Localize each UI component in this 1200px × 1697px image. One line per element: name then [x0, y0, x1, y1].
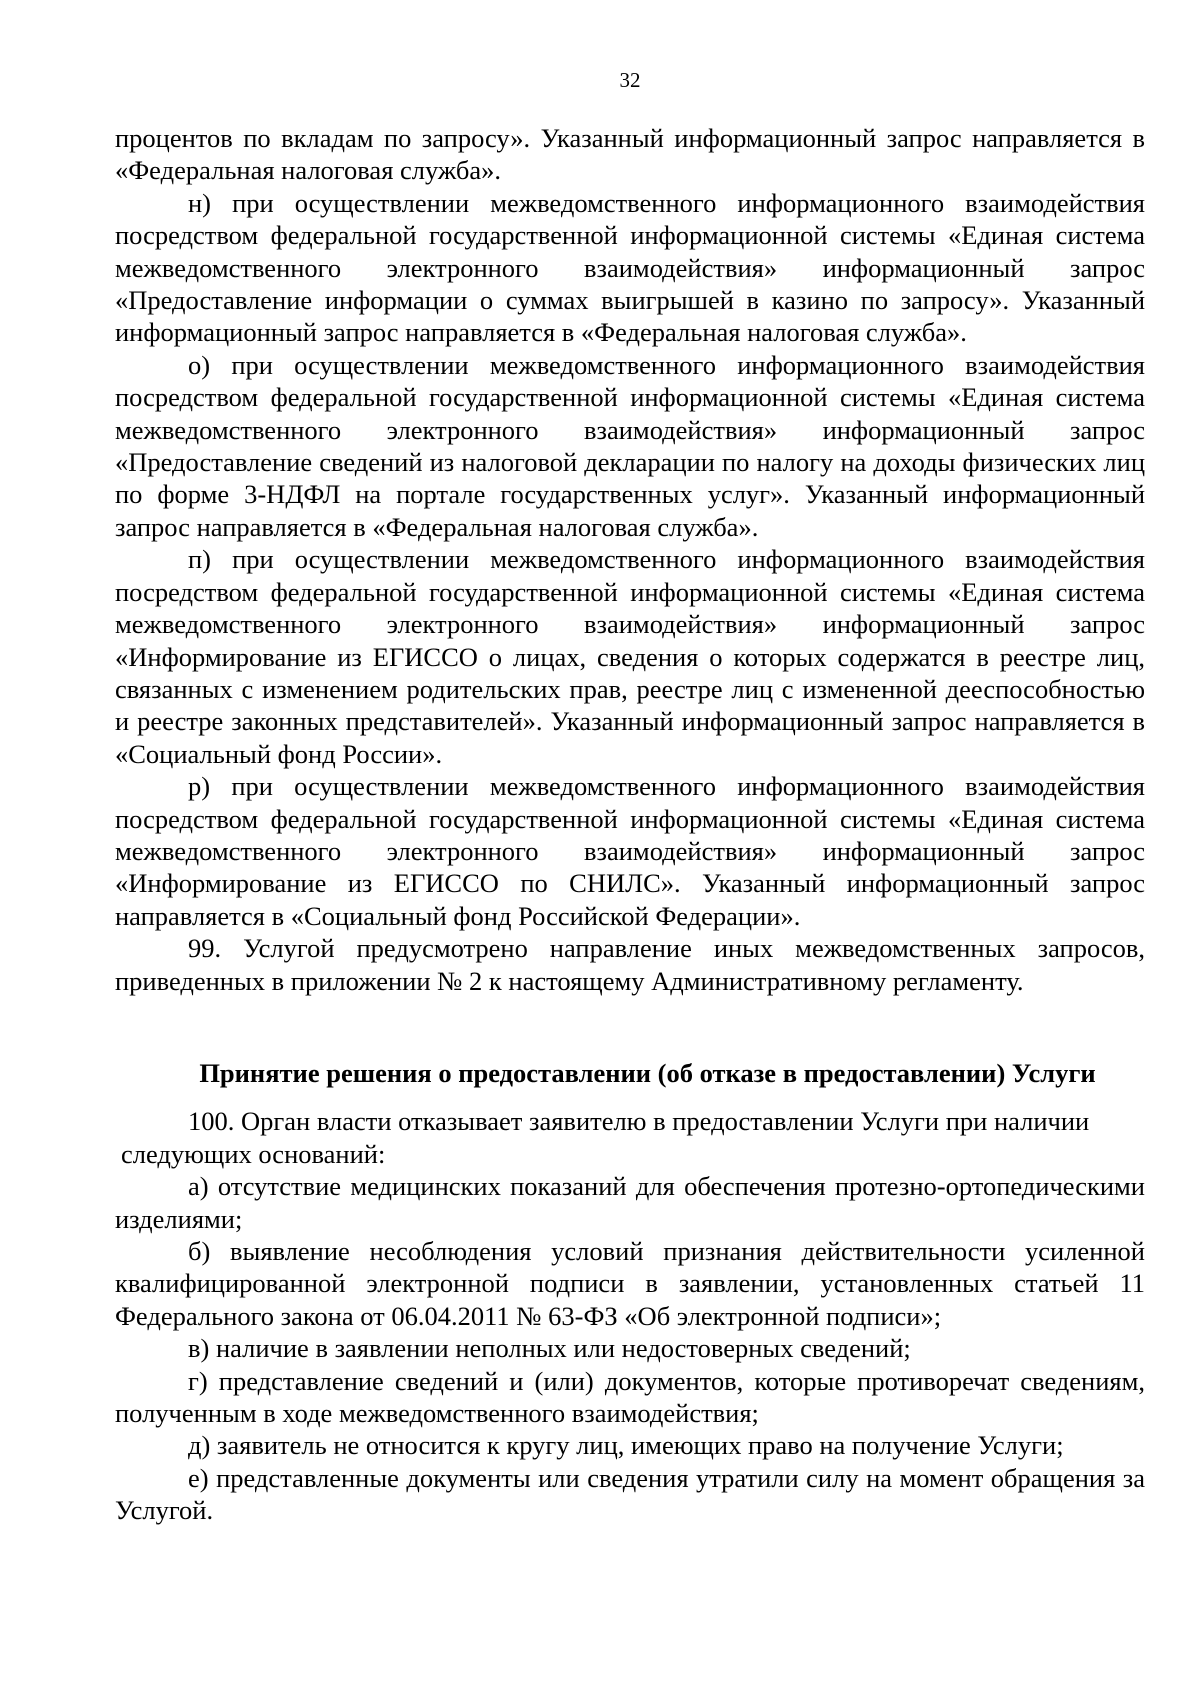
section-heading: Принятие решения о предоставлении (об отказе в предоставлении) Услуги — [199, 1057, 1096, 1088]
paragraph-99: 99. Услугой предусмотрено направление иных межведомственных запросов, приведенных в приложении № 2 к настоящему Административному регламенту. — [115, 933, 1145, 996]
paragraph-100-continuation: следующих оснований: — [121, 1138, 386, 1169]
paragraph-r: р) при осуществлении межведомственного информационного взаимодействия посредством федеральной государственной информационной системы «Единая система межведомственного электронного взаимодействия» информационный запрос «Информирование из ЕГИССО по СНИЛС». Указанный информационный запрос направляется в «Социальный фонд Российской Федерации». — [115, 771, 1145, 931]
paragraph-b: б) выявление несоблюдения условий признания действительности усиленной квалифицированной электронной подписи в заявлении, установленных статьей 11 Федерального закона от 06.04.2011 № 63-ФЗ «Об электронной подписи»; — [115, 1236, 1145, 1331]
paragraph-m-continuation: процентов по вкладам по запросу». Указанный информационный запрос направляется в «Федеральная налоговая служба». — [115, 123, 1145, 186]
paragraph-g: г) представление сведений и (или) документов, которые противоречат сведениям, полученным в ходе межведомственного взаимодействия; — [115, 1365, 1145, 1429]
paragraph-e: е) представленные документы или сведения утратили силу на момент обращения за Услугой. — [115, 1462, 1145, 1526]
paragraph-d: д) заявитель не относится к кругу лиц, имеющих право на получение Услуги; — [188, 1430, 1064, 1461]
paragraph-p: п) при осуществлении межведомственного информационного взаимодействия посредством федеральной государственной информационной системы «Единая система межведомственного электронного взаимодействия» информационный запрос «Информирование из ЕГИССО о лицах, сведения о которых содержатся в реестре лиц, связанных с изменением родительских прав, реестре лиц с измененной дееспособностью и реестре законных представителей». Указанный информационный запрос направляется в «Социальный фонд России». — [115, 544, 1145, 769]
paragraph-100: 100. Орган власти отказывает заявителю в предоставлении Услуги при наличии — [188, 1106, 1090, 1137]
page-number: 32 — [619, 68, 641, 92]
paragraph-n: н) при осуществлении межведомственного информационного взаимодействия посредством федеральной государственной информационной системы «Единая система межведомственного электронного взаимодействия» информационный запрос «Предоставление информации о суммах выигрышей в казино по запросу». Указанный информационный запрос направляется в «Федеральная налоговая служба». — [115, 187, 1145, 348]
paragraph-a: а) отсутствие медицинских показаний для обеспечения протезно-ортопедическими изделиями; — [115, 1171, 1145, 1234]
document-body — [115, 122, 1145, 1527]
paragraph-v: в) наличие в заявлении неполных или недостоверных сведений; — [188, 1333, 911, 1364]
paragraph-o: о) при осуществлении межведомственного информационного взаимодействия посредством федеральной государственной информационной системы «Единая система межведомственного электронного взаимодействия» информационный запрос «Предоставление сведений из налоговой декларации по налогу на доходы физических лиц по форме 3-НДФЛ на портале государственных услуг». Указанный информационный запрос направляется в «Федеральная налоговая служба». — [115, 349, 1145, 542]
